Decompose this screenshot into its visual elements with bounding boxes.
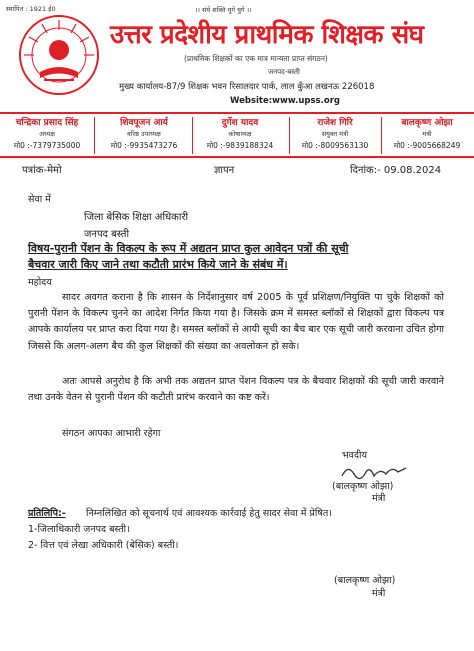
bearer-mobile: मो0 :-8009563130 [301,140,369,150]
salutation: महोदय [28,277,52,288]
recipient-district: जनपद बस्ती [84,229,130,240]
bearer-joint-secretary [290,119,380,149]
bearer-mobile: मो0 :-9935473276 [110,140,178,150]
header-divider-top [0,112,474,114]
closing-line: संगठन आपका आभारी रहेगा [62,428,161,439]
org-subtitle: (प्राथमिक शिक्षकों का एक मात्र मान्यता प्राप्त संगठन) [184,54,328,63]
handwritten-signature-icon [340,462,410,482]
memo-heading: ज्ञापन [214,165,235,176]
signatory-designation: मंत्री [372,493,386,504]
subject-line-1: विषय-पुरानी पेंशन के विकल्प के रूप में अद्यतन प्राप्त कुल आवेदन पत्रों की सूची [28,242,349,255]
copy-intro: निम्नलिखित को सूचनार्थ एवं आवश्यक कार्रवाई हेतु सादर सेवा में प्रेषित। [86,508,332,519]
union-logo-icon [18,14,100,96]
body-paragraph-2: अतः आपसे अनुरोध है कि अभी तक अद्यतन प्राप्त पेंशन विकल्प पत्र के बैचवार शिक्षकों की सूची जारी करवाने तथा उनके वेतन से पुरानी पेंशन की कटौती प्रारंभ करवाने का कष्ट करें। [28,376,444,404]
bearer-treasurer [194,119,286,149]
signature-label: भवदीय [342,450,367,461]
org-name: उत्तर प्रदेशीय प्राथमिक शिक्षक संघ [110,20,424,50]
copy-heading: प्रतिलिपि:- [28,508,66,519]
office-address: मुख्य कार्यालय-87/9 शिक्षक भवन रिसालदार पार्क, लाल कुँआ लखनऊ 226018 [119,82,375,92]
bearer-name: चन्द्रिका प्रसाद सिंह [15,118,79,128]
copy-item-1: 1-जिलाधिकारी जनपद बस्ती। [28,524,130,535]
signatory-name-2: (बालकृष्ण ओझा) [334,575,396,586]
column-divider [94,117,95,154]
bearer-role: संयुक्त मंत्री [321,130,349,138]
bearer-secretary [382,119,472,149]
bearer-president [4,119,90,149]
bearer-senior-vice-president [98,119,190,149]
bearer-mobile: मो0 :-7379735000 [13,140,81,150]
bearer-name: शिवपूजन आर्य [120,118,168,128]
body-paragraph-1: सादर अवगत कराना है कि शासन के निर्देशानुसार वर्ष 2005 के पूर्व प्रशिक्षण/नियुक्ति पा चुके शिक्षकों को पुरानी पेंशन के विकल्प चुनने का आदेश निर्गत किया गया है। जिसके क्रम में समस्त ब्लॉकों से शिक्षकों द्वारा विकल्प पत्र आपके कार्यालय पर प्राप्त करा दिया गया है। समस्त ब्लॉकों से आयी सूची का बैच बार एक सूची जारी करवाना उचित होगा जिससे कि अलग-अलग बैच की कुल शिक्षकों की संख्या का अवलोकन हो सके। [28,292,444,352]
reference-number: पत्रांक-मेमो [22,165,62,176]
recipient-officer: जिला बेसिक शिक्षा अधिकारी [84,212,189,223]
signatory-designation-2: मंत्री [372,588,386,599]
header-divider-bottom [0,156,474,158]
subject-line-2: बैचवार जारी किए जाने तथा कटौती प्रारंभ किये जाने के संबंध में। [28,258,288,271]
bearer-name: दुर्गेश यादव [221,118,259,128]
bearer-mobile: मो0 :-9839188324 [206,140,274,150]
recipient-salutation: सेवा में [28,194,51,205]
bearer-name: बालकृष्ण ओझा [401,118,453,128]
established-text: स्थापित : 1921 ई0 [6,5,56,13]
motto-text: ।। संघे शक्ति युगे युगे ।। [195,6,252,14]
signatory-name: (बालकृष्ण ओझा) [332,481,394,492]
bearer-role: अध्यक्ष [39,130,55,138]
letter-date: दिनांक:- 09.08.2024 [350,165,442,176]
bearer-role: मंत्री [422,130,432,138]
bearer-role: कोषाध्यक्ष [228,130,252,138]
bearer-role: वरिष्ठ उपाध्यक्ष [127,130,161,138]
column-divider [192,117,193,154]
bearer-name: राजेश गिरि [317,118,353,128]
district-label: जनपद-बस्ती [268,68,300,76]
copy-item-2: 2- वित्त एवं लेखा अधिकारी (बेसिक) बस्ती। [28,540,179,551]
website-link[interactable]: Website:www.upss.org [230,96,340,106]
bearer-mobile: मो0 :-9005668249 [393,140,461,150]
